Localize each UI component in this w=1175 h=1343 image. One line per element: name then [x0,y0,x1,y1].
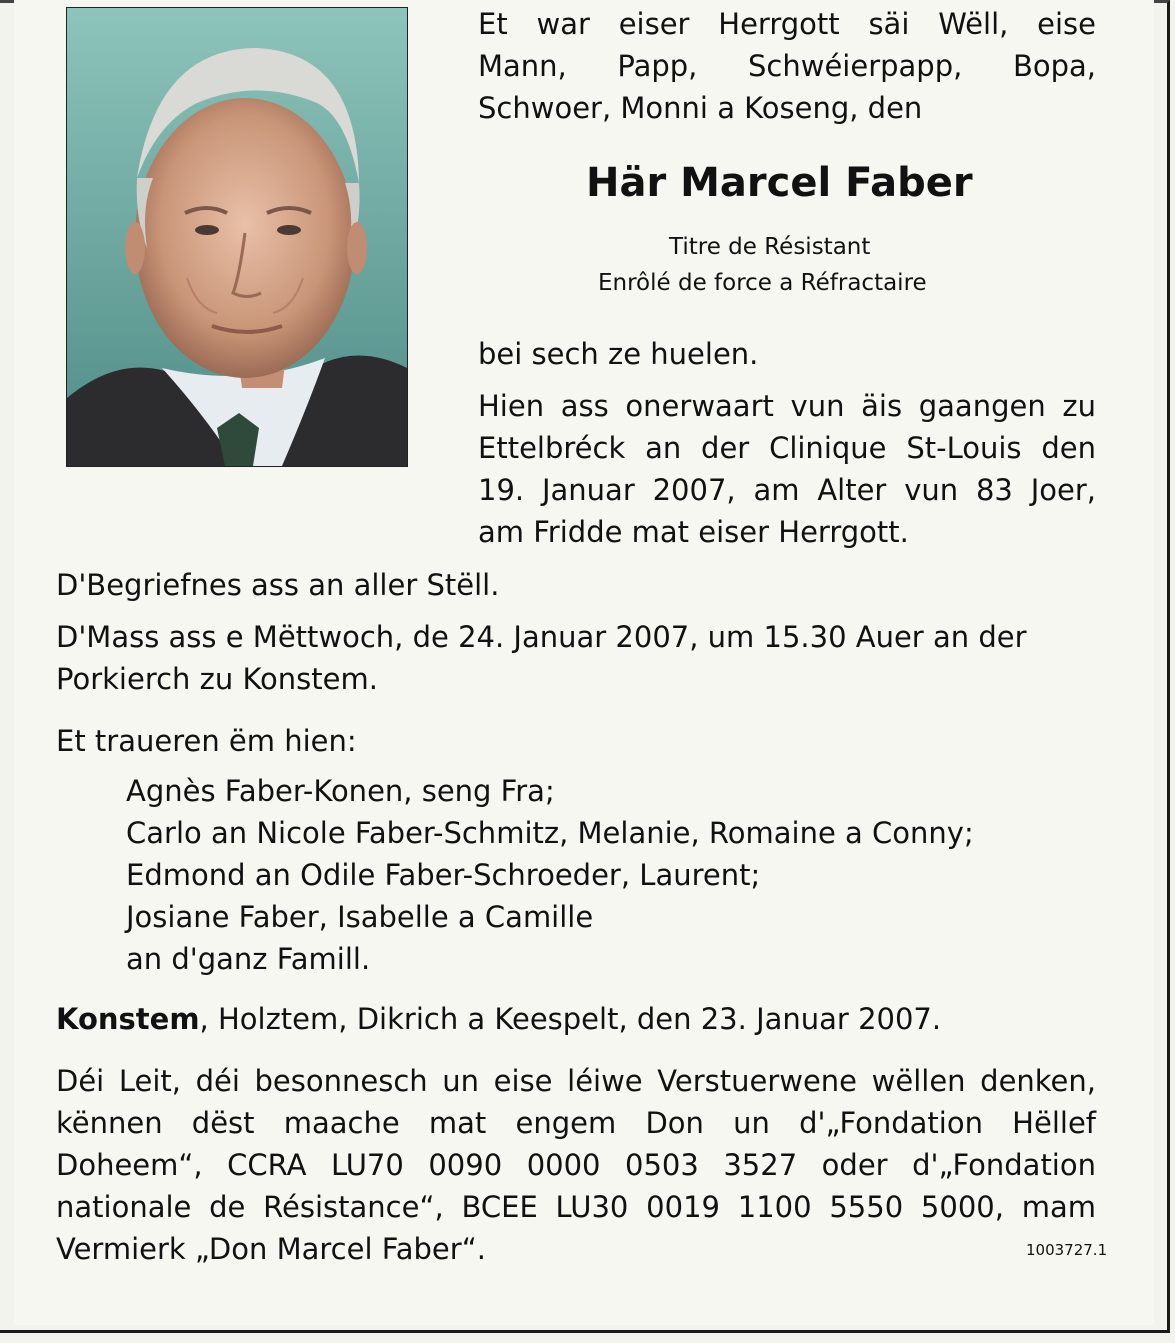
portrait-image [67,8,407,466]
body-line-2: Hien ass onerwaart vun äis gaangen zu [478,389,1096,423]
mourner-line: Josiane Faber, Isabelle a Camille [126,900,594,934]
mass-line-1: D'Mass ass e Mëttwoch, de 24. Januar 2007, um 15.30 Auer an der [56,620,1027,654]
mourners-heading: Et traueren ëm hien: [56,724,357,758]
donation-line-3: Doheem“, CCRA LU70 0090 0000 0503 3527 oder d'„Fondation [56,1148,1096,1182]
mourner-line: an d'ganz Famill. [126,942,371,976]
place-town: Konstem [56,1002,200,1036]
donation-line-2: kënnen dëst maache mat engem Don un d'„Fondation Hëllef [56,1106,1096,1140]
mass-line-2: Porkierch zu Konstem. [56,662,378,696]
donation-line-5: Vermierk „Don Marcel Faber“. [56,1232,486,1266]
reference-number: 1003727.1 [1026,1241,1108,1259]
mourner-line: Edmond an Odile Faber-Schroeder, Laurent; [126,858,761,892]
obituary-notice [14,0,1154,1325]
body-line-4: 19. Januar 2007, am Alter vun 83 Joer, [478,473,1096,507]
portrait-photo [66,7,408,467]
mourner-line: Carlo an Nicole Faber-Schmitz, Melanie, Romaine a Conny; [126,816,974,850]
mourner-line: Agnès Faber-Konen, seng Fra; [126,774,555,808]
deceased-title-1: Titre de Résistant [669,234,871,260]
place-date-line [56,998,941,1040]
deceased-name: Här Marcel Faber [586,160,973,206]
intro-line-2: Mann, Papp, Schwéierpapp, Bopa, [478,49,1096,83]
body-line-3: Ettelbréck an der Clinique St-Louis den [478,431,1096,465]
place-rest: , Holztem, Dikrich a Keespelt, den 23. Januar 2007. [199,1002,942,1036]
donation-line-4: nationale de Résistance“, BCEE LU30 0019 1100 5550 5000, mam [56,1190,1096,1224]
intro-line-3: Schwoer, Monni a Koseng, den [478,91,923,125]
deceased-title-2: Enrôlé de force a Réfractaire [598,270,927,296]
body-line-1: bei sech ze huelen. [478,337,759,371]
body-line-5: am Fridde mat eiser Herrgott. [478,515,909,549]
intro-line-1: Et war eiser Herrgott säi Wëll, eise [478,7,1096,41]
donation-line-1: Déi Leit, déi besonnesch un eise léiwe Verstuerwene wëllen denken, [56,1064,1096,1098]
burial-line: D'Begriefnes ass an aller Stëll. [56,568,500,602]
